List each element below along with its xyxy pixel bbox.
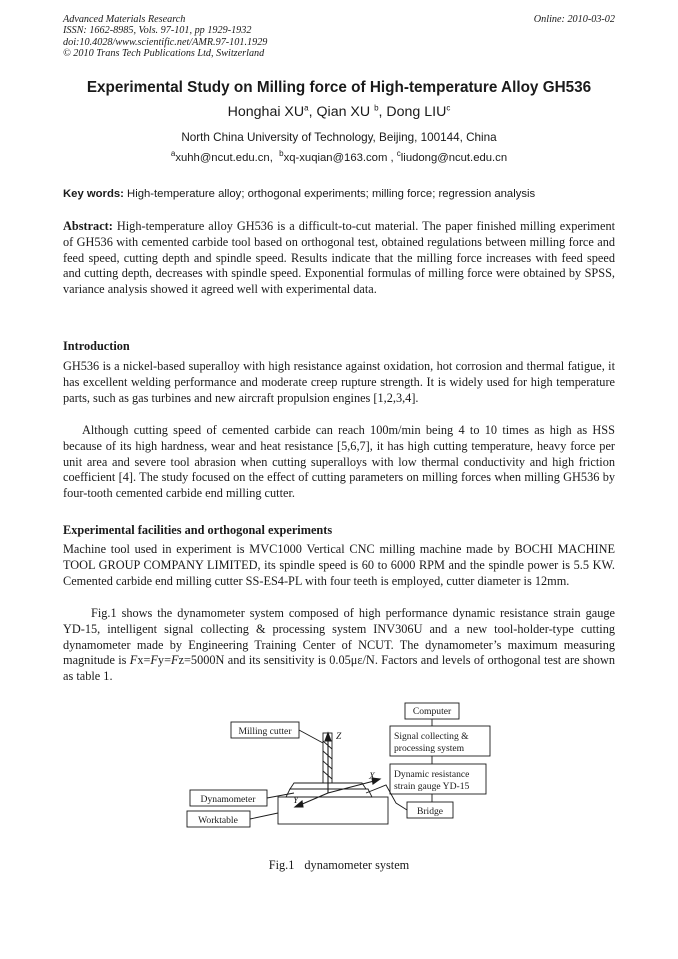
journal-header xyxy=(63,14,267,59)
email-sup: b xyxy=(279,149,284,159)
keywords-label: Key words: xyxy=(63,188,124,200)
email-sup: c xyxy=(396,149,401,159)
keywords xyxy=(63,188,615,200)
affiliation: North China University of Technology, Beijing, 100144, China xyxy=(181,131,497,144)
email-sup: a xyxy=(170,149,176,159)
worktable-leader xyxy=(250,813,278,819)
figure-dynamometer-system xyxy=(150,693,510,833)
journal-doi[interactable]: doi:10.4028/www.scientific.net/AMR.97-101.1929 xyxy=(63,36,268,48)
axis-y-label: Y xyxy=(293,795,299,806)
figure-caption-text: dynamometer system xyxy=(304,858,410,872)
email-list xyxy=(40,149,638,164)
bridge-label: Bridge xyxy=(416,806,444,817)
intro-paragraph-1: GH536 is a nickel-based superalloy with high resistance against oxidation, hot corrosion and thermal fatigue, it has excellent welding performance and moderate creep rupture strength. It is widely used for high temperature parts, such as gas turbines and new aircraft propulsion engines [1,2,3,4]. xyxy=(63,359,615,405)
email-link[interactable]: liudong@ncut.edu.cn xyxy=(400,152,508,164)
email-link[interactable]: xq-xuqian@163.com , xyxy=(283,152,394,164)
strain-label-2: strain gauge YD-15 xyxy=(394,781,470,792)
facilities-paragraph-1: Machine tool used in experiment is MVC1000 Vertical CNC milling machine made by BOCHI MACHINE TOOL GROUP COMPANY LIMITED, its spindle speed is 60 to 6000 RPM and the spindle power is 5.5 KW. Cemented carbide end milling cutter SS-ES4-PL with four teeth is employed, cutter diameter is 12mm. xyxy=(63,542,615,588)
intro-paragraph-2: Although cutting speed of cemented carbide can reach 100m/min being 4 to 10 times as high as HSS because of its high hardness, wear and heat resistance [5,6,7], it has high cutting temperature, heavy force per unit area and severe tool abrasion when cutting superalloys with low thermal conductivity and high friction coefficient [4]. The study focused on the effect of cutting parameters on milling forces when milling GH536 by four-tooth cemented carbide end milling cutter. xyxy=(63,423,615,501)
journal-name: Advanced Materials Research xyxy=(63,14,186,25)
signal-label-2: processing system xyxy=(394,743,465,754)
signal-label-1: Signal collecting & xyxy=(394,731,469,742)
online-date: Online: 2010-03-02 xyxy=(533,14,615,25)
worktable-label: Worktable xyxy=(198,815,238,826)
author-name: Dong LIU xyxy=(386,104,447,120)
strain-label-1: Dynamic resistance xyxy=(394,769,470,780)
journal-copyright: © 2010 Trans Tech Publications Ltd, Switzerland xyxy=(63,47,265,59)
figure-caption xyxy=(40,858,638,873)
figure-caption-number: Fig.1 xyxy=(268,858,295,872)
author-name: Honghai XU xyxy=(227,104,305,120)
milling-cutter-leader xyxy=(299,730,323,743)
axis-x-label: X xyxy=(369,771,375,782)
journal-issn: ISSN: 1662-8985, Vols. 97-101, pp 1929-1932 xyxy=(63,25,252,37)
abstract xyxy=(63,219,615,298)
author-name: Qian XU xyxy=(316,104,375,120)
abstract-label: Abstract: xyxy=(63,219,113,233)
z-axis-arrow xyxy=(325,733,331,741)
keywords-text: High-temperature alloy; orthogonal experiments; milling force; regression analysis xyxy=(127,188,536,200)
section-heading-facilities: Experimental facilities and orthogonal experiments xyxy=(63,523,333,537)
dynamometer-label: Dynamometer xyxy=(200,794,256,805)
author-sup: c xyxy=(446,103,451,113)
section-heading-introduction: Introduction xyxy=(63,339,130,353)
facilities-paragraph-2: Fig.1 shows the dynamometer system composed of high performance dynamic resistance strain gauge YD-15, intelligent signal collecting & processing system INV306U and a new tool-holder-type cutting dynamometer made by Engineering Training Center of NCUT. The dynamometer’s maximum measuring magnitude is Fx=Fy=Fz=5000N and its sensitivity is 0.05με/N. Factors and levels of orthogonal test are shown as table 1. xyxy=(63,606,615,684)
author-list: Honghai $XU^a$, Qian XU $^b$, Dong LIU$^c$ xyxy=(227,103,451,120)
y-axis xyxy=(300,793,328,805)
abstract-text: High-temperature alloy GH536 is a difficult-to-cut material. The paper finished milling experiment of GH536 with cemented carbide tool based on orthogonal test, obtained regulations between milling force and feed speed, cutting depth and spindle speed. Results indicate that the milling force increases with feed speed and cutting depth, decreases with spindle speed. Exponential formulas of milling force were obtained by SPSS, variance analysis showed it agreed well with experimental data. xyxy=(63,219,616,297)
computer-label: Computer xyxy=(412,706,452,717)
email-link[interactable]: xuhh@ncut.edu.cn, xyxy=(175,152,273,164)
paper-title: Experimental Study on Milling force of High-temperature Alloy GH536 xyxy=(86,79,592,96)
author-sup: a xyxy=(304,103,309,113)
milling-cutter-label: Milling cutter xyxy=(238,726,292,737)
dynamometer-diagram xyxy=(150,693,510,833)
axis-z-label: Z xyxy=(336,731,342,742)
author-sup: b xyxy=(374,103,379,113)
